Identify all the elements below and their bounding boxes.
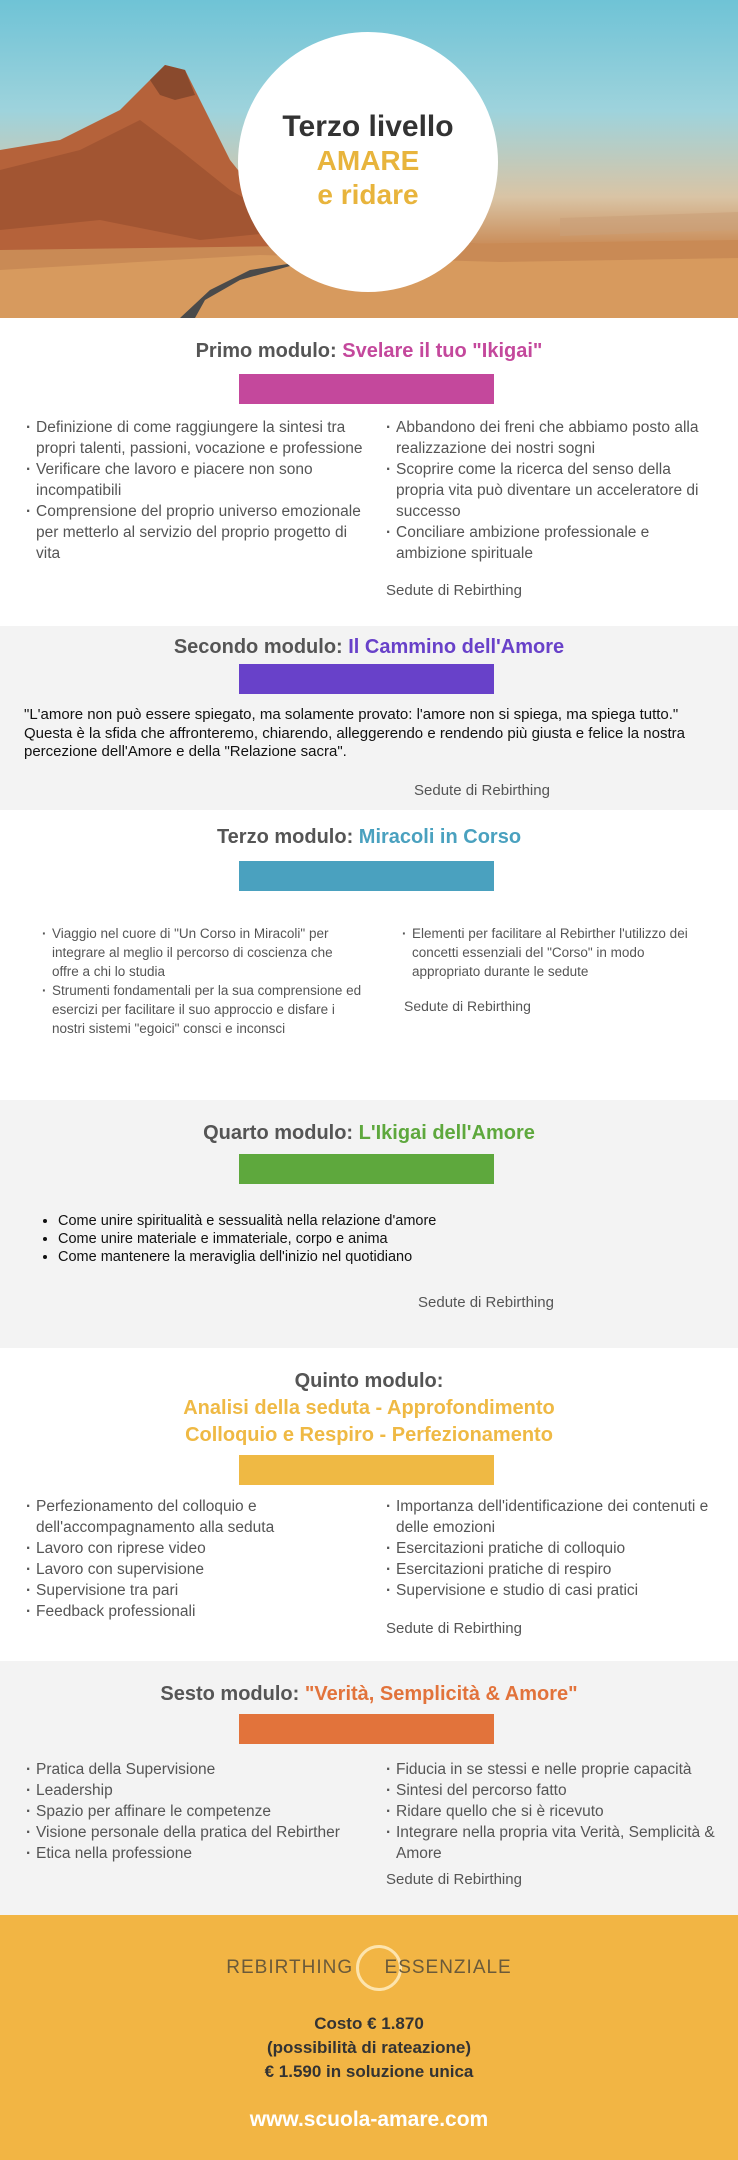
module-6-sedute: Sedute di Rebirthing [386, 1871, 522, 1888]
module-5 [0, 1348, 738, 1661]
module-1-title: Primo modulo: Svelare il tuo "Ikigai" [195, 340, 543, 362]
module-2-text: Questa è la sfida che affronteremo, chiarendo, alleggerendo e rendendo più giusta e felice la nostra percezione dell'Amore e della "Relazione sacra". [24, 725, 685, 760]
module-4-sedute: Sedute di Rebirthing [418, 1294, 554, 1311]
module-5-left-list [26, 1496, 346, 1622]
module-2-quote: "L'amore non può essere spiegato, ma solamente provato: l'amore non si spiega, ma spiega tutto." [24, 706, 679, 723]
list-item: · Leadership [26, 1780, 366, 1801]
hero-subtitle-ridare: e ridare [317, 179, 419, 210]
list-item: · Spazio per affinare le competenze [26, 1801, 366, 1822]
module-1-bar [239, 374, 494, 404]
list-item: · Esercitazioni pratiche di respiro [386, 1559, 721, 1580]
module-3-left-list [42, 924, 362, 1038]
list-item: · Verificare che lavoro e piacere non sono incompatibili [26, 459, 366, 501]
list-item: · Strumenti fondamentali per la sua comprensione ed esercizi per facilitare il suo approccio e disfare i nostri sistemi "egoici" consci e inconsci [42, 981, 362, 1038]
module-2-title: Secondo modulo: Il Cammino dell'Amore [173, 636, 565, 658]
module-1-left-list [26, 417, 366, 564]
module-1-right-list [386, 417, 721, 564]
list-item: · Abbandono dei freni che abbiamo posto alla realizzazione dei nostri sogni [386, 417, 721, 459]
module-3-right-list [402, 924, 702, 981]
list-item: · Lavoro con supervisione [26, 1559, 346, 1580]
list-item: · Esercitazioni pratiche di colloquio [386, 1538, 721, 1559]
module-4-title: Quarto modulo: L'Ikigai dell'Amore [203, 1122, 535, 1144]
list-item: • Come unire materiale e immateriale, corpo e anima [58, 1230, 658, 1248]
module-1 [0, 318, 738, 626]
footer [0, 1915, 738, 2160]
list-item: · Elementi per facilitare al Rebirther l'utilizzo dei concetti essenziali del "Corso" in modo appropriato durante le sedute [402, 924, 702, 981]
price-full: Costo € 1.870 [314, 2014, 424, 2033]
hero-banner [0, 0, 738, 318]
module-6-right-list [386, 1759, 721, 1864]
list-item: · Conciliare ambizione professionale e ambizione spirituale [386, 522, 721, 564]
module-5-sedute: Sedute di Rebirthing [386, 1620, 522, 1637]
module-6 [0, 1661, 738, 1915]
list-item: · Supervisione e studio di casi pratici [386, 1580, 721, 1601]
list-item: · Feedback professionali [26, 1601, 346, 1622]
module-4-bar [239, 1154, 494, 1184]
module-3-title: Terzo modulo: Miracoli in Corso [216, 826, 522, 848]
price-installments: (possibilità di rateazione) [266, 2038, 472, 2057]
hero-subtitle-amare: AMARE [316, 145, 420, 176]
hero-circle [238, 32, 498, 292]
module-2-sedute: Sedute di Rebirthing [414, 782, 550, 799]
module-5-bar [239, 1455, 494, 1485]
list-item: · Perfezionamento del colloquio e dell'accompagnamento alla seduta [26, 1496, 346, 1538]
list-item: · Sintesi del percorso fatto [386, 1780, 721, 1801]
list-item: · Comprensione del proprio universo emozionale per metterlo al servizio del proprio progetto di vita [26, 501, 366, 564]
module-3 [0, 810, 738, 1100]
module-3-sedute: Sedute di Rebirthing [404, 998, 531, 1014]
list-item: · Ridare quello che si è ricevuto [386, 1801, 721, 1822]
list-item: · Fiducia in se stessi e nelle proprie capacità [386, 1759, 721, 1780]
price-block [0, 2012, 738, 2084]
list-item: · Integrare nella propria vita Verità, Semplicità & Amore [386, 1822, 721, 1864]
list-item: • Come unire spiritualità e sessualità nella relazione d'amore [58, 1212, 658, 1230]
list-item: · Lavoro con riprese video [26, 1538, 346, 1559]
module-6-title: Sesto modulo: "Verità, Semplicità & Amore" [160, 1683, 578, 1705]
module-1-sedute: Sedute di Rebirthing [386, 582, 522, 599]
list-item: · Visione personale della pratica del Rebirther [26, 1822, 366, 1843]
list-item: · Pratica della Supervisione [26, 1759, 366, 1780]
price-single: € 1.590 in soluzione unica [264, 2062, 474, 2081]
module-5-right-list [386, 1496, 721, 1601]
module-3-bar [239, 861, 494, 891]
module-6-left-list [26, 1759, 366, 1864]
module-4 [0, 1100, 738, 1348]
module-2-bar [239, 664, 494, 694]
hero-title: Terzo livello [282, 110, 454, 143]
module-4-list [58, 1212, 658, 1266]
list-item: · Supervisione tra pari [26, 1580, 346, 1601]
list-item: · Importanza dell'identificazione dei contenuti e delle emozioni [386, 1496, 721, 1538]
list-item: · Definizione di come raggiungere la sintesi tra propri talenti, passioni, vocazione e professione [26, 417, 366, 459]
module-2 [0, 626, 738, 810]
list-item: · Scoprire come la ricerca del senso della propria vita può diventare un acceleratore di successo [386, 459, 721, 522]
module-5-title: Quinto modulo: Analisi della seduta - Approfondimento Colloquio e Respiro - Perfezionamento [183, 1370, 555, 1446]
list-item: · Etica nella professione [26, 1843, 366, 1864]
logo: REBIRTHING ESSENZIALE [226, 1957, 512, 1978]
list-item: • Come mantenere la meraviglia dell'inizio nel quotidiano [58, 1248, 658, 1266]
module-6-bar [239, 1714, 494, 1744]
list-item: · Viaggio nel cuore di "Un Corso in Miracoli" per integrare al meglio il percorso di coscienza che offre a chi lo studia [42, 924, 362, 981]
website-link[interactable]: www.scuola-amare.com [249, 2108, 489, 2131]
